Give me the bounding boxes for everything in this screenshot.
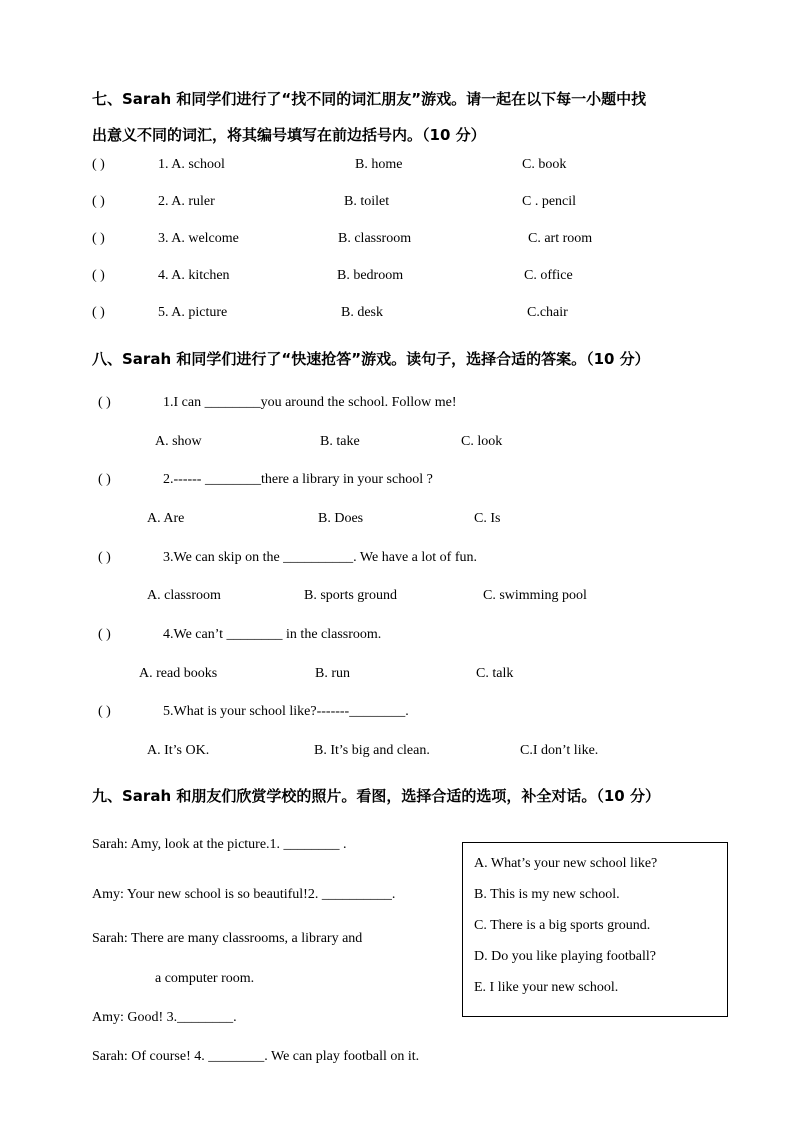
option-c: C.I don’t like. (520, 743, 599, 758)
dialogue-line: Sarah: There are many classrooms, a library and (92, 931, 363, 946)
dialogue-line: Sarah: Of course! 4. ________. We can play football on it. (92, 1049, 420, 1064)
answer-paren: ( ) (98, 472, 111, 487)
option-b: B. Does (318, 511, 364, 526)
section-7-header-line-2: 出意义不同的词汇，将其编号填写在前边括号内。（10 分） (92, 126, 486, 144)
answer-paren: ( ) (98, 550, 111, 565)
option-a: 5. A. picture (158, 305, 228, 320)
option-c: C. talk (476, 666, 514, 681)
options-box (462, 842, 728, 1017)
option-a: 1. A. school (158, 157, 225, 172)
option-a: A. It’s OK. (147, 743, 210, 758)
option-b: B. toilet (344, 194, 390, 209)
option-item: D. Do you like playing football? (474, 949, 656, 964)
option-b: B. sports ground (304, 588, 397, 603)
option-a: 2. A. ruler (158, 194, 215, 209)
section-7-header-line-1: 七、Sarah 和同学们进行了“找不同的词汇朋友”游戏。请一起在以下每一小题中找 (92, 90, 647, 108)
option-a: A. classroom (147, 588, 221, 603)
option-c: C . pencil (522, 194, 577, 209)
answer-paren: ( ) (92, 194, 105, 209)
dialogue-line: Amy: Good! 3.________. (92, 1010, 237, 1025)
option-a: A. read books (139, 666, 218, 681)
option-item: A. What’s your new school like? (474, 856, 658, 871)
section-9-header: 九、Sarah 和朋友们欣赏学校的照片。看图，选择合适的选项，补全对话。（10 分） (92, 787, 660, 805)
answer-paren: ( ) (98, 704, 111, 719)
answer-paren: ( ) (98, 395, 111, 410)
option-c: C. art room (528, 231, 593, 246)
option-c: C. book (522, 157, 567, 172)
option-c: C.chair (527, 305, 568, 320)
option-c: C. office (524, 268, 573, 283)
option-b: B. classroom (338, 231, 412, 246)
answer-paren: ( ) (92, 157, 105, 172)
answer-paren: ( ) (92, 268, 105, 283)
answer-paren: ( ) (98, 627, 111, 642)
dialogue-line: a computer room. (155, 971, 255, 986)
section-8-header: 八、Sarah 和同学们进行了“快速抢答”游戏。读句子，选择合适的答案。（10 分） (92, 350, 650, 368)
dialogue-line: Sarah: Amy, look at the picture.1. ________ . (92, 837, 347, 852)
option-item: C. There is a big sports ground. (474, 918, 651, 933)
option-item: B. This is my new school. (474, 887, 620, 902)
option-b: B. bedroom (337, 268, 404, 283)
question-stem: 4.We can’t ________ in the classroom. (163, 627, 382, 642)
option-a: 4. A. kitchen (158, 268, 230, 283)
answer-paren: ( ) (92, 231, 105, 246)
option-b: B. run (315, 666, 350, 681)
option-c: C. look (461, 434, 503, 449)
question-stem: 3.We can skip on the __________. We have a lot of fun. (163, 550, 477, 565)
option-b: B. desk (341, 305, 383, 320)
option-c: C. swimming pool (483, 588, 587, 603)
option-a: A. Are (147, 511, 185, 526)
answer-paren: ( ) (92, 305, 105, 320)
question-stem: 1.I can ________you around the school. Follow me! (163, 395, 457, 410)
option-a: 3. A. welcome (158, 231, 239, 246)
option-a: A. show (155, 434, 202, 449)
option-c: C. Is (474, 511, 501, 526)
question-stem: 5.What is your school like?-------________. (163, 704, 409, 719)
question-stem: 2.------ ________there a library in your school ? (163, 472, 433, 487)
option-b: B. It’s big and clean. (314, 743, 430, 758)
option-b: B. take (320, 434, 360, 449)
option-item: E. I like your new school. (474, 980, 619, 995)
dialogue-line: Amy: Your new school is so beautiful!2. __________. (92, 887, 396, 902)
option-b: B. home (355, 157, 403, 172)
